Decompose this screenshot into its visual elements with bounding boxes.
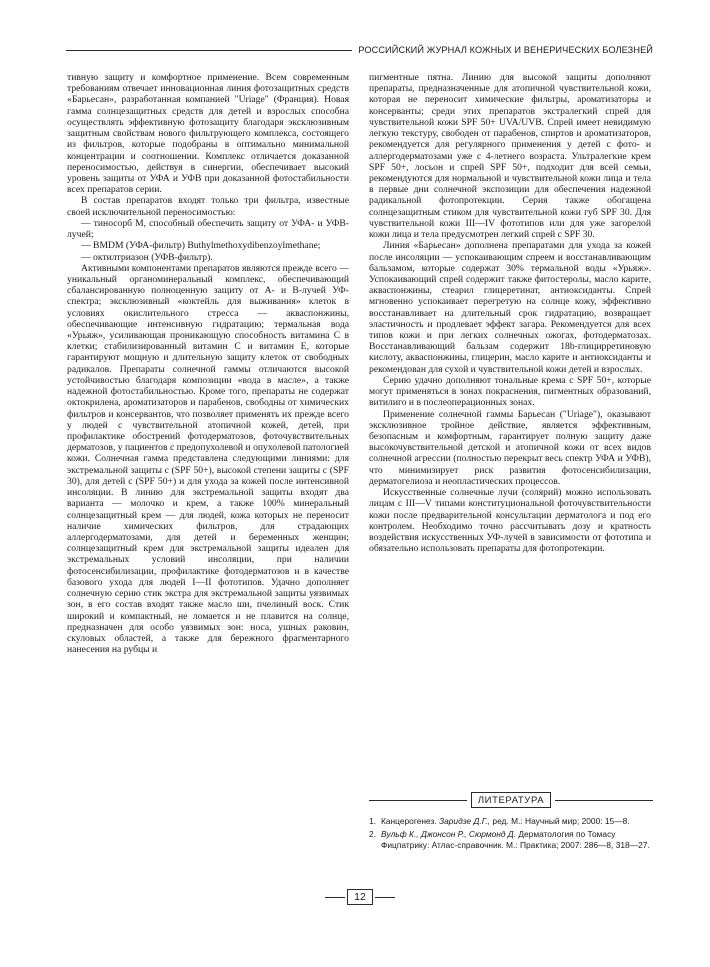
reference-item — [369, 816, 653, 826]
reference-number: 1. — [369, 816, 376, 826]
reference-authors: Заридзе Д.Г., — [438, 816, 491, 826]
journal-title: РОССИЙСКИЙ ЖУРНАЛ КОЖНЫХ И ВЕНЕРИЧЕСКИХ БОЛЕЗНЕЙ — [358, 45, 653, 55]
header-rule — [66, 50, 352, 51]
footer-rule-left — [325, 897, 345, 898]
heading-rule-right — [555, 800, 653, 801]
paragraph: Применение солнечной гаммы Барьесан ("Uriage"), оказывают эксклюзивное тройное действие, является эффективным, безопасным и комфортным, гарантирует полную защиту даже высокочувствительной детской и атопичной кожи от всех видов солнечной агрессии (полностью перекрыт весь спектр УФА и УФВ), что минимизирует риск развития фотосенсибилизации, дерматогелиоза и неопластических процессов. — [369, 408, 651, 487]
references-heading — [369, 789, 653, 811]
reference-item — [369, 829, 653, 850]
reference-text: Вульф К., Джонсон Р., Сюрмонд Д. Дерматология по Томасу Фицпатрику: Атлас-справочник. М.: Практика; 2007: 286—8, 318—27. — [381, 829, 650, 850]
reference-number: 2. — [369, 829, 376, 840]
filter-item: — тиносорб М, способный обеспечить защиту от УФА- и УФВ-лучей; — [67, 217, 349, 241]
paragraph: Линия «Барьесан» дополнена препаратами для ухода за кожей после инсоляции — успокаивающим спреем и восстанавливающим бальзамом, которые содержат 30% термальной воды «Урьяж». Успокаивающий спрей содержит также фитостеролы, масло карите, акваспонжины, стеарил глицеретинат, антиоксиданты. Спрей мгновенно успокаивает перегретую на солнце кожу, эффективно восстанавливает на длительный срок гидратацию, возвращает эластичность и продлевает эффект загара. Рекомендуется для всех типов кожи и при легких солнечных ожогах, фотодерматозах. Восстанавливающий бальзам содержит 18b-глицирретиновую кислоту, акваспонжины, глицерин, масло карите и антиоксиданты и рекомендован для сухой и чувствительной кожи детей и взрослых. — [369, 240, 651, 375]
left-column — [67, 72, 349, 907]
filter-item: — октилтриазон (УФВ-фильтр). — [81, 251, 213, 263]
paragraph: Серию удачно дополняют тональные крема с SPF 50+, которые могут применяться в зонах покраснения, пигментных образований, витилиго и в послеоперационных зонах. — [369, 374, 651, 409]
paragraph: тивную защиту и комфортное применение. Всем современным требованиям отвечает инновационная линия фотозащитных средств «Барьесан», разработанная компанией "Uriage" (Франция). Новая гамма солнцезащитных средств для детей и взрослых способна осуществлять эффективную фотозащиту благодаря эксклюзивным защитным свойствам нового фильтрующего комплекса, состоящего из фильтров, которые подобраны в оптимально минимальной концентрации и соотношении. Комплекс отличается доказанной переносимостью, действуя в синергии, обеспечивает высокий уровень защиты от УФА и УФВ при доказанной фотостабильности всех препаратов серии. — [67, 72, 349, 196]
paragraph: пигментные пятна. Линию для высокой защиты дополняют препараты, предназначенные для атопичной чувствительной кожи, которая не переносит химические фильтры, ароматизаторы и консерванты; среди этих препаратов экстралегкий спрей для чувствительной кожи SPF 50+ UVA/UVB. Спрей имеет невидимую легкую текстуру, свободен от парабенов, спиртов и ароматизаторов, рекомендуется для регулярного применения у детей с фото- и аллергодерматозами уже с 4-летнего возраста. Ультралегкие крем SPF 50+, лосьон и спрей SPF 50+, подходит для всей семьи, рекомендуются для нормальной и чувствительной кожи лица и тела в первые дни солнечной экспозиции для обеспечения надежной радикальной фотопротекции. Серия также обогащена солнцезащитным стиком для чувствительной кожи губ SPF 30. Для чувствительной кожи III—IV фототипов или для уже загорелой кожи лица и тела предусмотрен легкий спрей с SPF 30. — [369, 72, 651, 241]
running-header — [66, 42, 653, 58]
paragraph: Активными компонентами препаратов являются прежде всего — уникальный органоминеральный комплекс, обеспечивающий сбалансированную полноценную защиту от А- и В-лучей УФ-спектра; эксклюзивный «коктейль для выживания» клеток в условиях окислительного стресса — акваспонжины, обеспечивающие интенсивную гидратацию; термальная вода «Урьяж», усиливающая проникающую способность витамина С в клетки; стабилизированный витамин С и витамин Е, которые гарантируют мощную и длительную защиту клеток от свободных радикалов. Препараты солнечной гаммы отличаются высокой устойчивостью благодаря композиции «вода в масле», а также надежной фотостабильностью. Кроме того, препараты не содержат октокрилена, ароматизаторов и парабенов, свободны от химических фильтров и консервантов, что позволяет применять их прежде всего у людей с чувствительной атопичной кожей, детей, при профилактике обострений фотодерматозов, фоточувствительных дерматозов, у пациентов с предопухолевой и опухолевой патологией кожи. Солнечная гамма представлена следующими линиями: для экстремальной защиты с (SPF 50+), высокой степени защиты с (SPF 30), для детей с (SPF 50+) и для ухода за кожей после интенсивной инсоляции. В линию для экстремальной защиты входят два варианта — молочко и крем, а также 100% минеральный солнцезащитный крем — для людей, кожа которых не переносит наличие химических фильтров, для страдающих аллергодерматозами, для детей и беременных женщин; солнцезащитный крем для экстремальной защиты идеален для экстремальных условий инсоляции, при наличии фотосенсибилизации, профилактике фотодерматозов и в качестве базового ухода для людей I—II фототипов. Удачно дополняет солнечную серию стик экстра для экстремальной защиты уязвимых зон, в его состав входят также масло ши, пчелиный воск. Стик широкий и компактный, не ломается и не плавится на солнце, предназначен для особо уязвимых зон: носа, ушных раковин, скуловых областей, а также для бережного фрагментарного нанесения на рубцы и — [67, 262, 349, 656]
heading-rule-left — [369, 800, 467, 801]
references-title: ЛИТЕРАТУРА — [471, 792, 551, 808]
paragraph: Искусственные солнечные лучи (солярий) можно использовать лицам с III—V типами конституциональной фоточувствительности кожи после предварительной консультации дерматолога и под его контролем. Необходимо точно рассчитывать дозу и кратность воздействия искусственных УФ-лучей в зависимости от фототипа и обязательно использовать препараты для фотопротекции. — [369, 487, 651, 555]
reference-authors: Вульф К., Джонсон Р., Сюрмонд Д. — [381, 829, 517, 840]
page-number: 12 — [347, 889, 373, 905]
filter-item: — BMDM (УФА-фильтр) Buthylmethoxydibenzoylmethane; — [81, 240, 321, 252]
footer-rule-right — [375, 897, 395, 898]
right-column — [369, 72, 651, 732]
page-footer — [320, 888, 400, 906]
reference-text: Канцерогенез. Заридзе Д.Г., ред. М.: Научный мир; 2000: 15—8. — [381, 816, 630, 826]
paragraph: В состав препаратов входят только три фильтра, известные своей исключительной переносимостью: — [67, 195, 349, 218]
references-list — [369, 816, 653, 853]
